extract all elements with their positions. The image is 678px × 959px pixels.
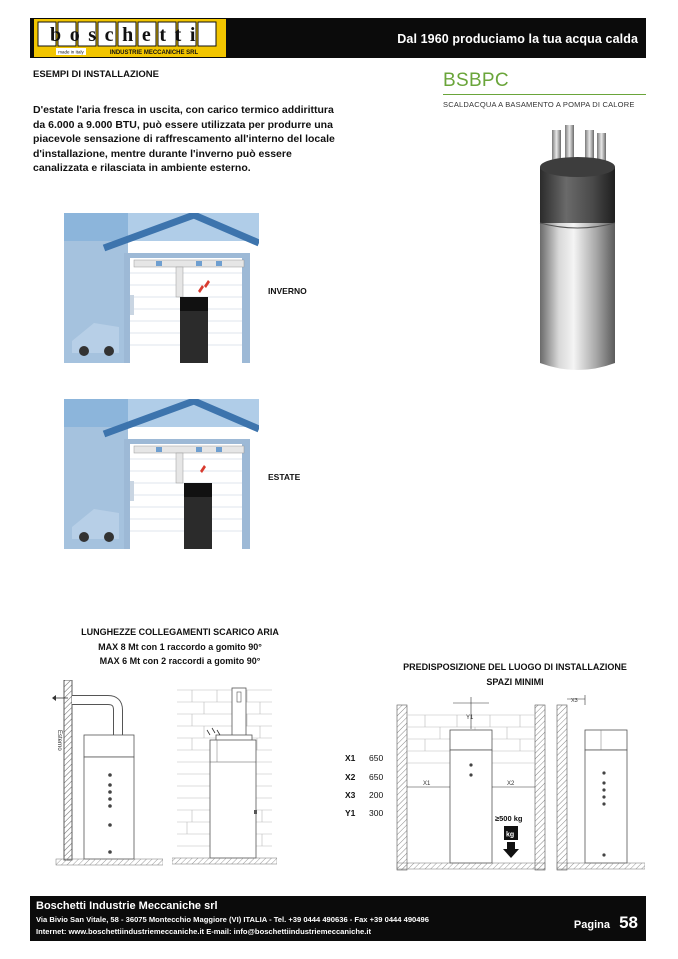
installation-subtitle: SPAZI MINIMI — [486, 677, 544, 687]
dimension-row — [345, 772, 383, 782]
dimension-value: 200 — [369, 790, 384, 800]
water-heater-image — [535, 125, 620, 375]
air-lengths-block — [60, 625, 300, 669]
company-web[interactable]: Internet: www.boschettiindustriemeccaniche.it E-mail: info@boschettiindustriemeccaniche.it — [36, 927, 371, 936]
dimension-key: X2 — [345, 772, 356, 782]
company-address: Via Bivio San Vitale, 58 - 36075 Montecchio Maggiore (VI) ITALIA - Tel. +39 0444 490636 - Fax +39 0444 490496 — [36, 915, 429, 924]
intro-paragraph: D'estate l'aria fresca in uscita, con carico termico addirittura da 6.000 a 9.000 BTU, può essere utilizzata per produrre una piacevole sensazione di raffrescamento all'interno del locale d'installazione, mentre durante l'inverno può essere canalizzata e rilasciata in ambiente esterno. — [33, 104, 335, 174]
header-tagline: Dal 1960 produciamo la tua acqua calda — [397, 32, 638, 46]
air-lengths-line-2: MAX 6 Mt con 2 raccordi a gomito 90° — [99, 656, 261, 666]
air-lengths-title: LUNGHEZZE COLLEGAMENTI SCARICO ARIA — [81, 627, 279, 637]
boschetti-logo[interactable] — [34, 19, 226, 57]
page-number: 58 — [619, 913, 638, 932]
y1-label: Y1 — [466, 715, 474, 721]
weight-icon: kg — [506, 831, 515, 839]
logo-wordmark: boschetti — [49, 24, 205, 46]
weight-label: ≥500 kg — [495, 814, 523, 823]
installation-block — [390, 660, 640, 690]
company-name: Boschetti Industrie Meccaniche srl — [36, 900, 218, 912]
external-label: Esterno — [56, 730, 62, 751]
product-name: BSBPC — [443, 70, 509, 91]
x1-label: X1 — [423, 781, 431, 787]
logo-made-in-italy: made in Italy — [58, 49, 84, 55]
product-divider — [443, 94, 646, 95]
summer-label: ESTATE — [268, 472, 301, 482]
dimension-key: Y1 — [345, 808, 356, 818]
logo-subtitle: INDUSTRIE MECCANICHE SRL — [109, 50, 199, 56]
dimension-value: 650 — [369, 753, 384, 763]
installation-drawing-external — [48, 680, 163, 870]
product-subtitle: SCALDACQUA A BASAMENTO A POMPA DI CALORE — [443, 100, 635, 109]
dimension-value: 650 — [369, 772, 384, 782]
page-label: Pagina — [573, 919, 610, 931]
footer-bar — [30, 896, 646, 941]
dimension-value: 300 — [369, 808, 384, 818]
summer-diagram — [64, 399, 259, 549]
installation-drawing-vertical — [172, 680, 277, 870]
x3-label: X3 — [571, 698, 578, 704]
installation-title: PREDISPOSIZIONE DEL LUOGO DI INSTALLAZIONE — [403, 662, 627, 672]
dimension-row — [345, 753, 383, 763]
dimension-key: X3 — [345, 790, 356, 800]
air-lengths-line-1: MAX 8 Mt con 1 raccordo a gomito 90° — [98, 641, 262, 652]
down-arrow-icon — [503, 842, 519, 858]
dimension-row — [345, 808, 383, 818]
x2-label: X2 — [507, 781, 515, 787]
winter-diagram — [64, 213, 259, 363]
winter-label: INVERNO — [268, 286, 307, 296]
clearance-drawing-side — [555, 695, 645, 873]
clearance-drawing-front — [395, 695, 547, 873]
dimension-row — [345, 790, 383, 800]
dimension-key: X1 — [345, 753, 356, 763]
section-title: ESEMPI DI INSTALLAZIONE — [33, 69, 159, 80]
